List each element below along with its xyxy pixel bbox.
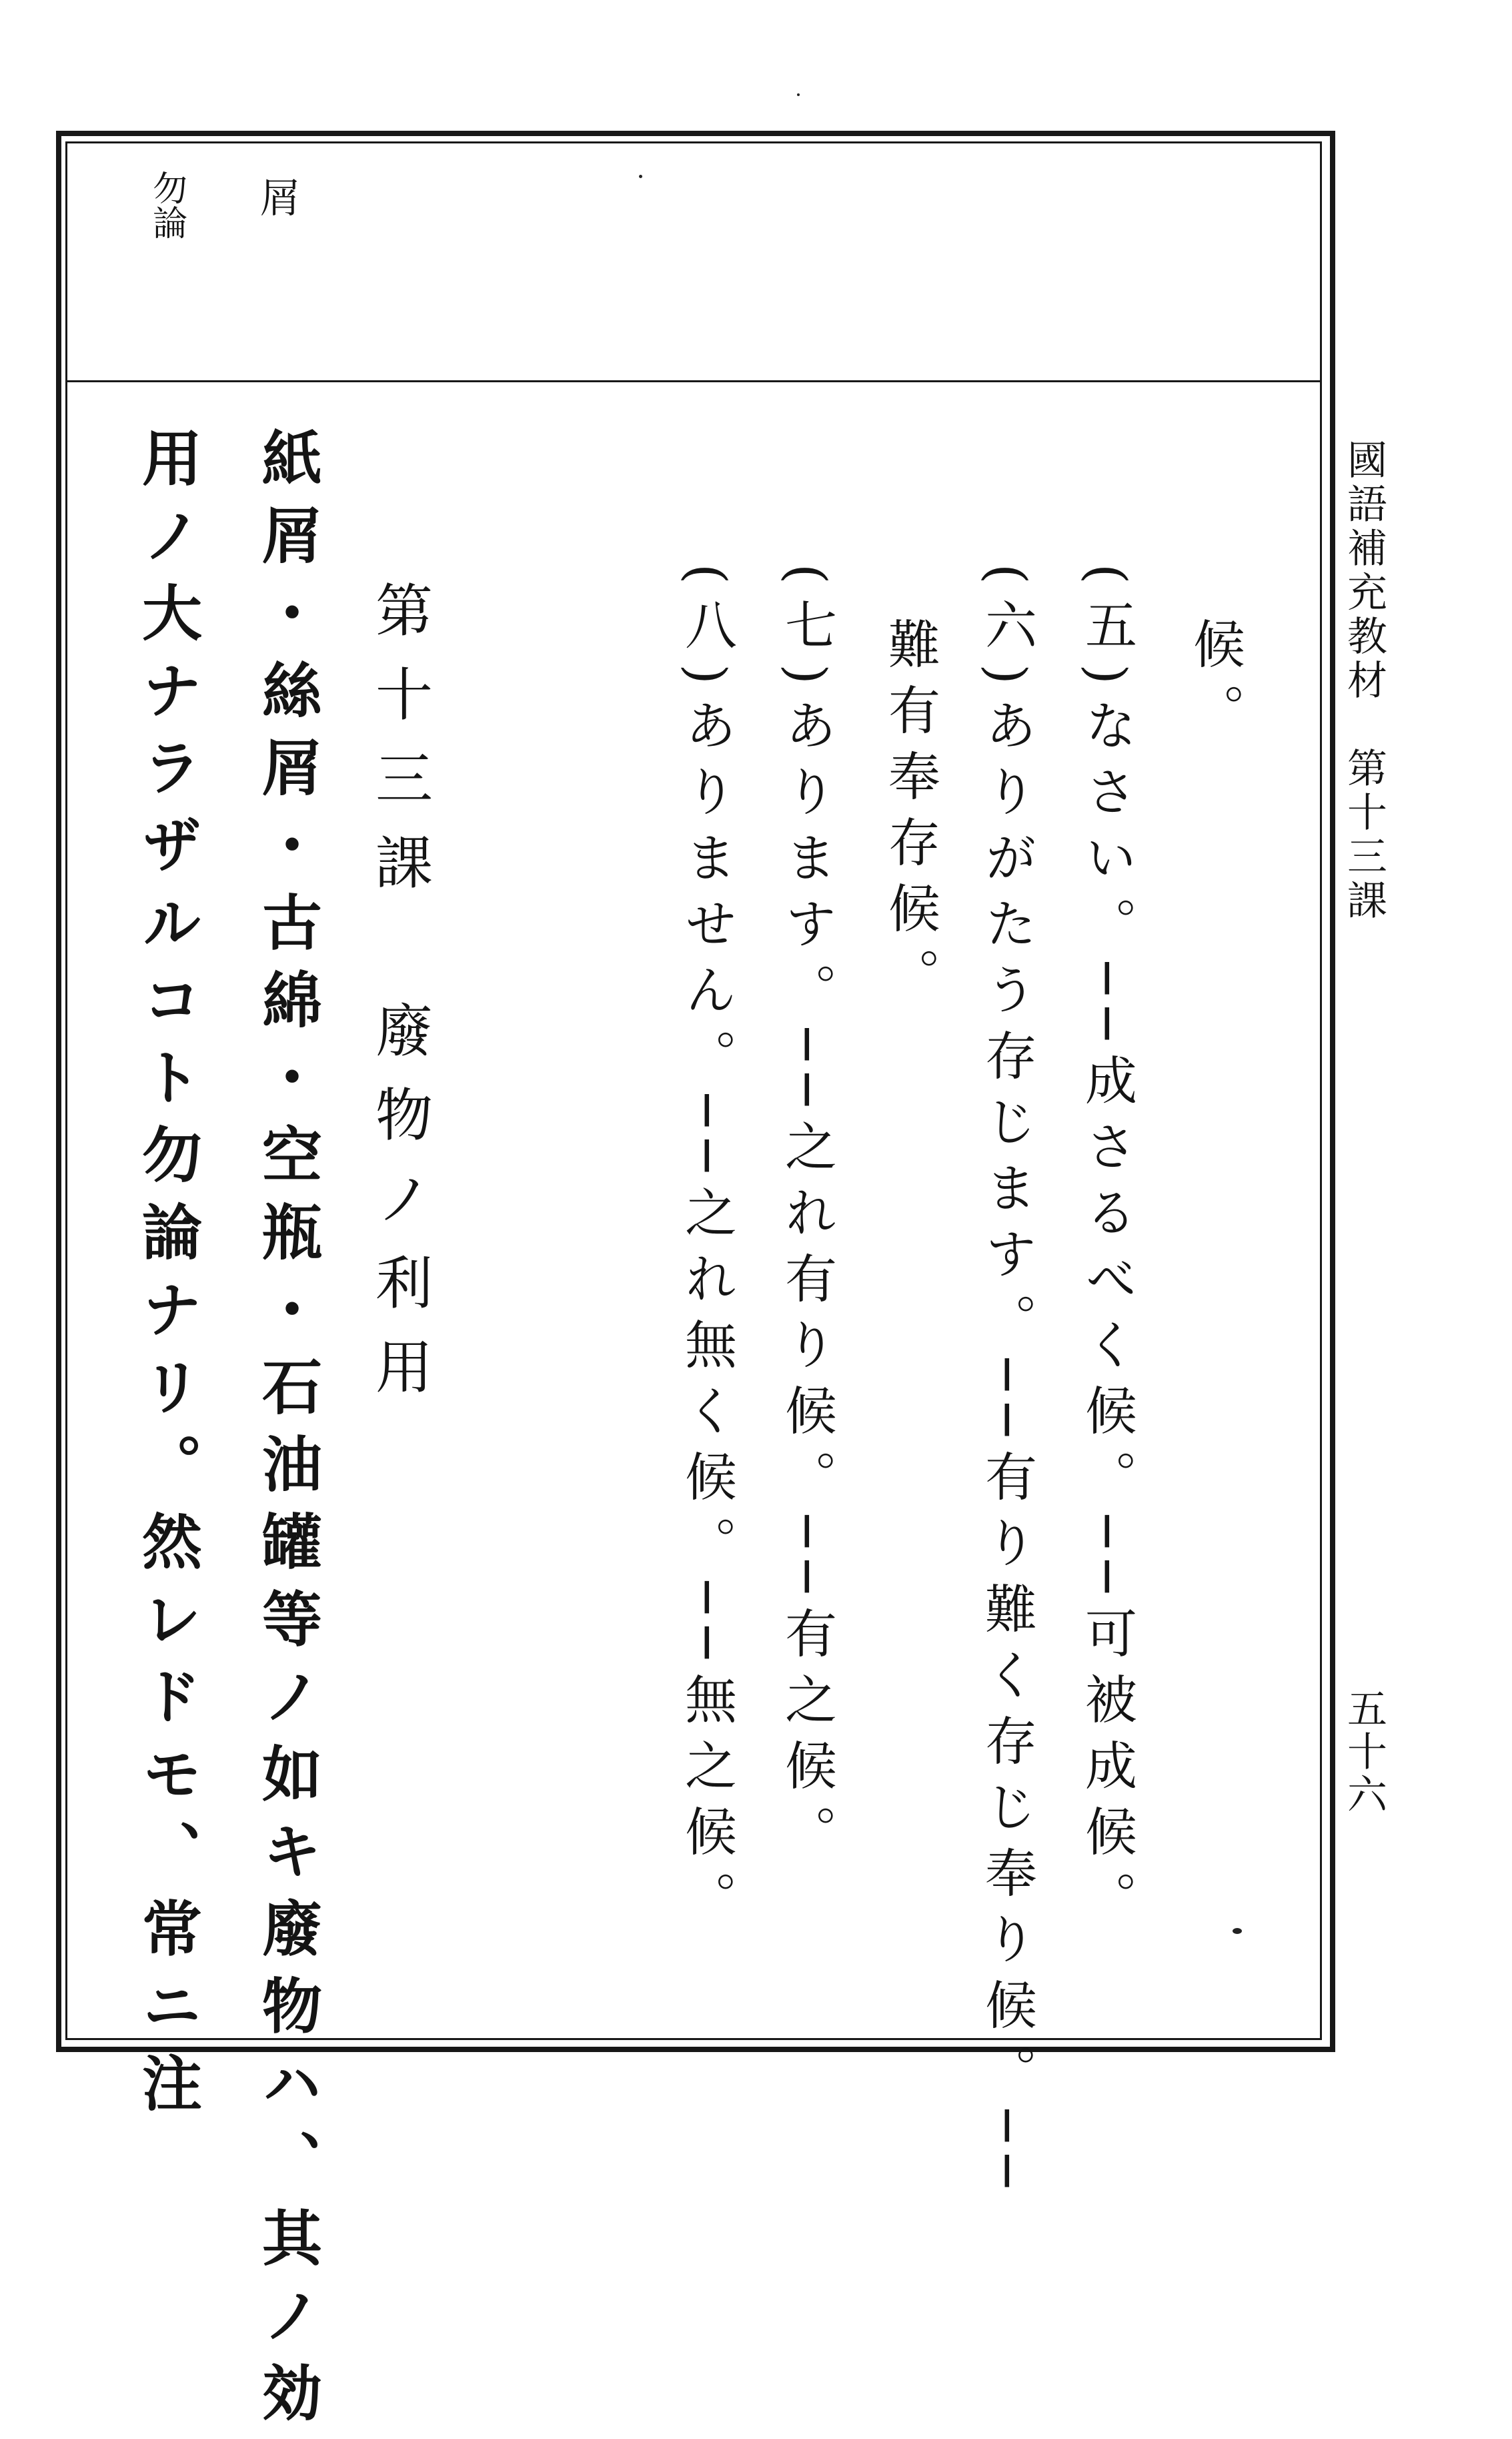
- exercise-line-6: (八)ありません。──之れ無く候。──無之候。: [676, 564, 736, 1937]
- lesson-body-line-1: 紙屑・絲屑・古綿・空瓶・石油罐等ノ如キ廢物ハ、其ノ効: [251, 427, 322, 2439]
- page-number: 五十六: [1341, 1688, 1387, 1816]
- header-note-1: 屑: [253, 177, 300, 217]
- exercise-line-5: (七)あります。──之れ有り候。──有之候。: [776, 564, 836, 1871]
- running-head: 國語補充教材 第十三課: [1341, 439, 1387, 923]
- ink-speck: [639, 175, 642, 178]
- exercise-line-1: 候。: [1185, 617, 1245, 749]
- header-rule: [65, 380, 1322, 382]
- ink-speck: [797, 93, 800, 96]
- exercise-line-3: (六)ありがたう存じます。──有り難く存じ奉り候。──: [976, 564, 1036, 2201]
- lesson-body-line-2: 用ノ大ナラザルコト勿論ナリ。然レドモ、常ニ注: [131, 427, 202, 2129]
- header-note-2: 勿論: [146, 170, 187, 239]
- lesson-title: 第十三課 廢物ノ利用: [365, 580, 432, 1421]
- ink-speck: [1233, 1928, 1242, 1934]
- exercise-line-4: 難有奉存候。: [880, 617, 940, 1013]
- exercise-line-2: (五)なさい。──成さるべく候。──可被成候。: [1076, 564, 1137, 1937]
